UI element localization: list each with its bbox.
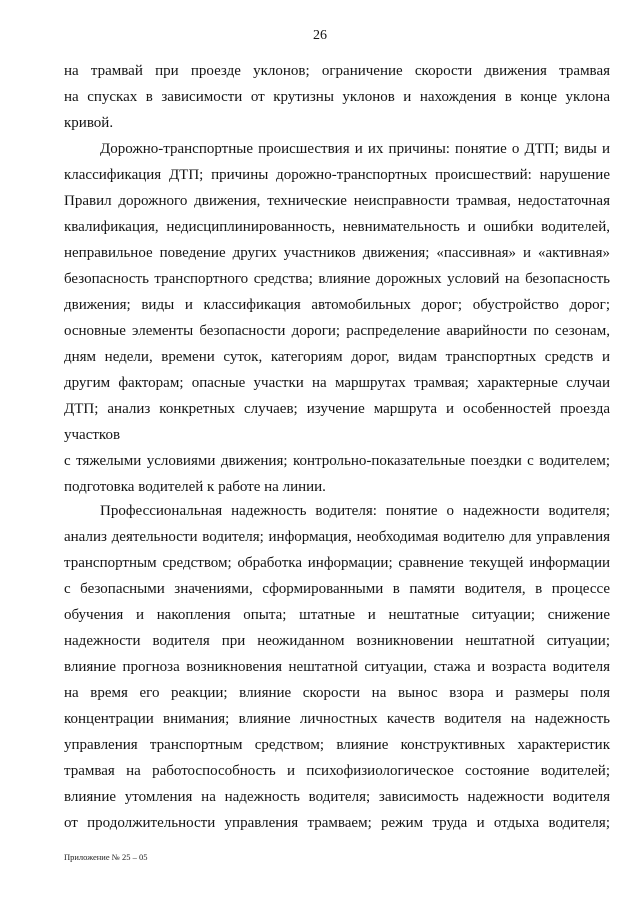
text-line: ДТП; анализ конкретных случаев; изучение маршрута и особенностей проезда (64, 401, 610, 417)
text-line: квалификация, недисциплинированность, невнимательность и ошибки водителей, (64, 219, 610, 235)
text-line: участков (64, 427, 121, 443)
text-line: неправильное поведение других участников движения; «пассивная» и «активная» (64, 245, 610, 261)
text-line: влияние утомления на надежность водителя; зависимость надежности водителя (64, 789, 610, 805)
text-line: от продолжительности управления трамваем; режим труда и отдыха водителя; (64, 815, 610, 831)
text-line: на время его реакции; влияние скорости на вынос взора и размеры поля (64, 685, 610, 701)
text-line: подготовка водителей к работе на линии. (64, 479, 326, 495)
text-line: классификация ДТП; причины дорожно-транспортных происшествий: нарушение (64, 167, 610, 183)
text-line: Правил дорожного движения, технические неисправности трамвая, недостаточная (64, 193, 610, 209)
text-line: на трамвай при проезде уклонов; ограничение скорости движения трамвая (64, 63, 610, 79)
text-line: безопасность транспортного средства; влияние дорожных условий на безопасность (64, 271, 610, 287)
text-line: анализ деятельности водителя; информация, необходимая водителю для управления (64, 529, 610, 545)
text-line: концентрации внимания; влияние личностных качеств водителя на надежность (64, 711, 610, 727)
text-line: кривой. (64, 115, 114, 131)
text-line: Дорожно-транспортные происшествия и их причины: понятие о ДТП; виды и (100, 141, 610, 157)
text-line: управления транспортным средством; влияние конструктивных характеристик (64, 737, 610, 753)
text-line: с тяжелыми условиями движения; контрольно-показательные поездки с водителем; (64, 453, 610, 469)
text-line: основные элементы безопасности дороги; распределение аварийности по сезонам, (64, 323, 610, 339)
text-line: трамвая на работоспособность и психофизиологическое состояние водителей; (64, 763, 610, 779)
page-number: 26 (313, 28, 327, 43)
text-line: надежности водителя при неожиданном возникновении нештатной ситуации; (64, 633, 610, 649)
text-line: движения; виды и классификация автомобильных дорог; обустройство дорог; (64, 297, 610, 313)
text-line: дням недели, времени суток, категориям дорог, видам транспортных средств и (64, 349, 610, 365)
text-line: другим факторам; опасные участки на маршрутах трамвая; характерные случаи (64, 375, 610, 391)
text-line: на спусках в зависимости от крутизны уклонов и нахождения в конце уклона (64, 89, 610, 105)
text-line: влияние прогноза возникновения нештатной ситуации, стажа и возраста водителя (64, 659, 610, 675)
text-line: Профессиональная надежность водителя: понятие о надежности водителя; (100, 503, 610, 519)
text-line: с безопасными значениями, сформированными в памяти водителя, в процессе (64, 581, 610, 597)
footer-note: Приложение № 25 – 05 (64, 852, 148, 862)
text-line: обучения и накопления опыта; штатные и нештатные ситуации; снижение (64, 607, 610, 623)
text-line: транспортным средством; обработка информации; сравнение текущей информации (64, 555, 610, 571)
